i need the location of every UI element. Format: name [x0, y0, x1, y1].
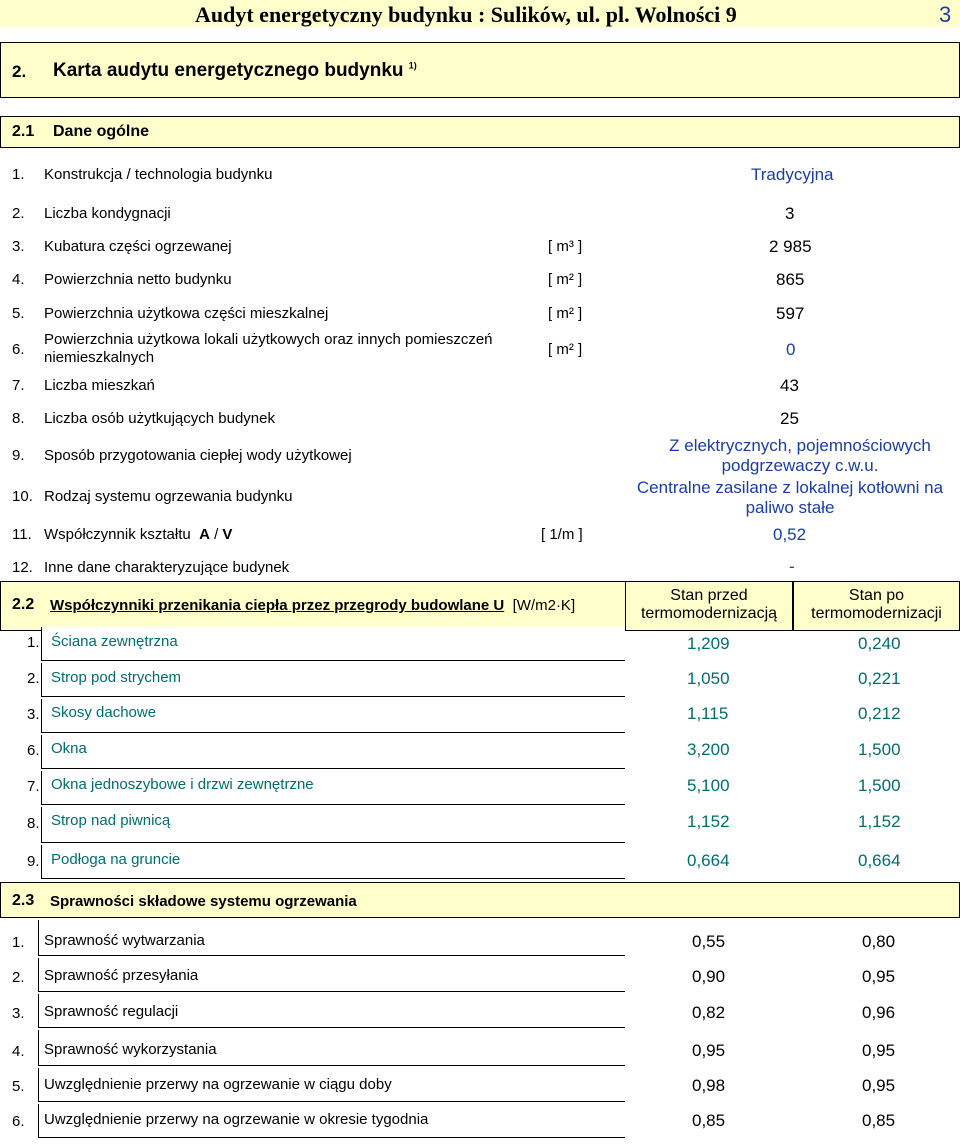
row-number: 8.	[12, 410, 25, 427]
row-number: 6.	[12, 1113, 25, 1130]
after-value: 0,664	[858, 851, 901, 870]
before-value: 3,200	[687, 740, 730, 759]
row-label: Strop nad piwnicą	[51, 812, 171, 829]
after-value: 0,80	[862, 932, 896, 951]
before-value: 1,115	[687, 704, 729, 723]
page-number: 3	[939, 2, 952, 27]
after-value: 1,500	[858, 776, 901, 795]
row-value: 25	[780, 409, 799, 428]
row-label: Sprawność przesyłania	[44, 967, 199, 984]
row-number: 2.	[12, 205, 25, 222]
row-number: 2.	[12, 969, 25, 986]
row-label: Uwzględnienie przerwy na ogrzewanie w ciągu doby	[44, 1076, 392, 1093]
row-number: 7.	[12, 377, 25, 394]
after-value: 0,240	[858, 634, 901, 653]
shape-factor-v: V	[222, 526, 233, 543]
after-value: 0,95	[862, 967, 896, 986]
after-value: 1,152	[858, 812, 901, 831]
row-unit: [ m² ]	[548, 341, 583, 358]
document-title: Audyt energetyczny budynku : Sulików, ul. pl. Wolności 9	[195, 2, 737, 27]
row-number: 1.	[27, 634, 40, 651]
before-value: 1,209	[687, 634, 730, 653]
after-value: 0,212	[858, 704, 901, 723]
after-column-header: Stan po termomodernizacji	[793, 581, 960, 631]
row-label: Kubatura części ogrzewanej	[44, 238, 232, 255]
row-label: Liczba osób użytkujących budynek	[44, 410, 275, 427]
row-number: 4.	[12, 1043, 25, 1060]
row-number: 2.	[27, 670, 40, 687]
row-label: Konstrukcja / technologia budynku	[44, 166, 273, 183]
row-number: 7.	[27, 778, 40, 795]
row-label: Podłoga na gruncie	[51, 851, 181, 868]
row-label: Sposób przygotowania ciepłej wody użytkowej	[44, 447, 352, 464]
row-label: Skosy dachowe	[51, 704, 157, 721]
row-label: Okna	[51, 740, 87, 757]
row-label: Sprawność regulacji	[44, 1003, 179, 1020]
before-value: 1,152	[687, 812, 730, 831]
row-value: Centralne zasilane z lokalnej kotłowni na	[636, 478, 944, 497]
row-label: Ściana zewnętrzna	[51, 633, 178, 650]
after-value: 0,95	[862, 1076, 896, 1095]
row-label: Okna jednoszybowe i drzwi zewnętrzne	[51, 776, 314, 793]
before-value: 5,100	[687, 776, 730, 795]
before-value: 0,90	[692, 967, 726, 986]
row-value: 3	[785, 204, 795, 223]
after-value: 0,96	[862, 1003, 896, 1022]
section-2-number: 2.	[12, 62, 27, 81]
row-label: Powierzchnia netto budynku	[44, 271, 232, 288]
row-number: 6.	[12, 341, 25, 358]
row-label: Rodzaj systemu ogrzewania budynku	[44, 488, 293, 505]
row-value-continued: podgrzewaczy c.w.u.	[721, 456, 879, 475]
row-value: 43	[780, 376, 799, 395]
row-label: Liczba kondygnacji	[44, 205, 171, 222]
shape-factor-a: A	[199, 526, 210, 543]
row-value: -	[789, 557, 795, 576]
row-value: Z elektrycznych, pojemnościowych	[669, 436, 931, 455]
row-number: 11.	[12, 526, 32, 543]
row-number: 3.	[12, 1005, 25, 1022]
row-number: 1.	[12, 934, 25, 951]
row-number: 12.	[12, 559, 33, 576]
row-label: Powierzchnia użytkowa lokali użytkowych oraz innych pomieszczeń	[44, 331, 493, 348]
row-label-continued: niemieszkalnych	[44, 349, 155, 366]
row-unit: [ m² ]	[548, 271, 583, 288]
row-value: 865	[776, 270, 805, 289]
row-number: 8.	[27, 815, 40, 832]
row-label: Inne dane charakteryzujące budynek	[44, 559, 290, 576]
before-value: 0,664	[687, 851, 730, 870]
section-22-unit: [W/m2·K]	[512, 597, 576, 614]
row-value: 0	[786, 340, 796, 359]
after-value: 0,95	[862, 1041, 896, 1060]
section-2-footnote: 1)	[408, 60, 417, 71]
row-number: 10.	[12, 488, 33, 505]
row-unit: [ m³ ]	[548, 238, 583, 255]
row-value-continued: paliwo stałe	[745, 498, 835, 517]
row-label: Współczynnik kształtu A / V	[44, 526, 233, 543]
row-value: 2 985	[769, 237, 812, 256]
row-value: 0,52	[773, 525, 807, 544]
section-21-title: Dane ogólne	[53, 123, 150, 140]
row-unit: [ 1/m ]	[541, 526, 583, 543]
before-value: 0,95	[692, 1041, 726, 1060]
before-value: 0,85	[692, 1111, 726, 1130]
after-value: 0,221	[858, 669, 901, 688]
row-value: 597	[776, 304, 805, 323]
row-label: Powierzchnia użytkowa części mieszkalnej	[44, 305, 329, 322]
row-label: Strop pod strychem	[51, 669, 182, 686]
section-22-title: Współczynniki przenikania ciepła przez przegrody budowlane U [W/m2·K]	[50, 597, 576, 614]
before-value: 0,98	[692, 1076, 726, 1095]
row-number: 9.	[12, 447, 25, 464]
row-number: 1.	[12, 166, 25, 183]
section-21-number: 2.1	[12, 123, 35, 140]
row-number: 5.	[12, 305, 25, 322]
section-23-title: Sprawności składowe systemu ogrzewania	[50, 893, 357, 910]
after-value: 1,500	[858, 740, 901, 759]
row-unit: [ m² ]	[548, 305, 583, 322]
row-label: Uwzględnienie przerwy na ogrzewanie w okresie tygodnia	[44, 1111, 429, 1128]
section-22-number: 2.2	[12, 596, 35, 613]
row-number: 5.	[12, 1078, 25, 1095]
row-number: 6.	[27, 742, 40, 759]
shape-factor-slash: /	[214, 526, 219, 543]
before-value: 1,050	[687, 669, 730, 688]
before-value: 0,82	[692, 1003, 726, 1022]
row-label: Sprawność wytwarzania	[44, 932, 205, 949]
before-column-header: Stan przed termomodernizacją	[625, 581, 793, 631]
row-number: 4.	[12, 271, 25, 288]
row-number: 3.	[12, 238, 25, 255]
section-23-number: 2.3	[12, 892, 35, 909]
row-value: Tradycyjna	[751, 165, 834, 184]
row-label: Sprawność wykorzystania	[44, 1041, 217, 1058]
u-row-frame	[41, 735, 625, 769]
section-2-title: Karta audytu energetycznego budynku $^{1)}$	[53, 60, 417, 81]
before-value: 0,55	[692, 932, 726, 951]
row-number: 9.	[27, 853, 40, 870]
after-value: 0,85	[862, 1111, 896, 1130]
row-label: Liczba mieszkań	[44, 377, 155, 394]
row-number: 3.	[27, 706, 40, 723]
